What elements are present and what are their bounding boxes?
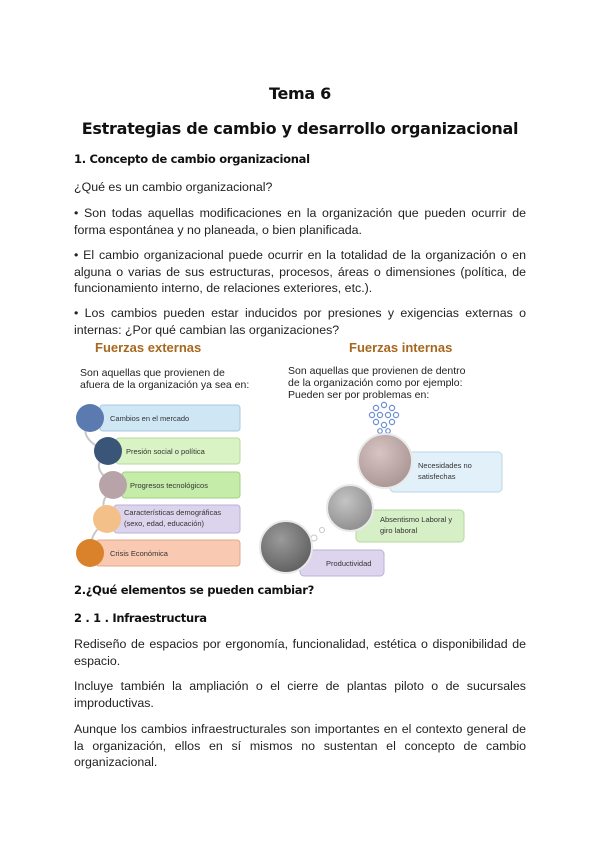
- external-item-1: [76, 404, 240, 432]
- internal-forces-desc-line2: de la organización como por ejemplo:: [288, 377, 463, 389]
- external-item-2: [94, 437, 240, 465]
- document-subtitle: Estrategias de cambio y desarrollo organizacional: [81, 119, 519, 138]
- forces-figure: [0, 330, 600, 580]
- external-forces-desc-line2: afuera de la organización ya sea en:: [80, 379, 250, 391]
- external-item-3: [99, 471, 240, 499]
- svg-text:Absentismo Laboral y: Absentismo Laboral y: [380, 515, 453, 524]
- section2-heading: 2.¿Qué elementos se pueden cambiar?: [74, 583, 314, 597]
- svg-text:Crisis Económica: Crisis Económica: [110, 549, 168, 558]
- internal-forces-title: Fuerzas internas: [349, 340, 453, 355]
- section2-para-2: Incluye también la ampliación o el cierre de plantas piloto o de sucursales improductivas.: [74, 679, 526, 710]
- external-item-4: [93, 505, 240, 533]
- internal-item-2: [327, 485, 464, 542]
- svg-text:Productividad: Productividad: [326, 559, 372, 568]
- svg-text:Presión social o política: Presión social o política: [126, 447, 205, 456]
- svg-text:giro laboral: giro laboral: [380, 526, 418, 535]
- svg-text:Necesidades no: Necesidades no: [418, 461, 472, 470]
- section1-bullet-2: • El cambio organizacional puede ocurrir en la totalidad de la organización o en alguna o varias de sus estructuras, procesos, áreas o dimensiones (política, de funcionamiento interno, de relaciones exteriores, etc.).: [74, 248, 526, 295]
- bubble-dots: [369, 402, 398, 433]
- svg-text:Características demográficas: Características demográficas: [124, 508, 222, 517]
- svg-text:Progresos tecnológicos: Progresos tecnológicos: [130, 481, 208, 490]
- section2-para-1: Rediseño de espacios por ergonomía, funcionalidad, estética o disponibilidad de espacio.: [74, 637, 526, 668]
- section2-subheading: 2 . 1 . Infraestructura: [74, 611, 207, 625]
- svg-text:satisfechas: satisfechas: [418, 472, 456, 481]
- external-forces-desc-line1: Son aquellas que provienen de: [80, 367, 225, 379]
- external-forces-title: Fuerzas externas: [95, 340, 202, 355]
- section1-heading: 1. Concepto de cambio organizacional: [74, 152, 310, 166]
- section2-para-3: Aunque los cambios infraestructurales son importantes en el contexto general de la organización, ellos en sí mismos no sustentan el concepto de cambio organizacional.: [74, 722, 526, 769]
- svg-text:(sexo, edad, educación): (sexo, edad, educación): [124, 519, 205, 528]
- external-item-5: [76, 539, 240, 567]
- section1-question: ¿Qué es un cambio organizacional?: [74, 180, 273, 194]
- section1-bullet-3: • Los cambios pueden estar inducidos por presiones y exigencias externas o internas: ¿Por qué cambian las organizaciones?: [74, 306, 526, 337]
- internal-item-1: [358, 434, 502, 492]
- internal-forces-desc-line3: Pueden ser por problemas en:: [288, 389, 430, 401]
- internal-forces-desc-line1: Son aquellas que provienen de dentro: [288, 365, 466, 377]
- svg-text:Cambios en el mercado: Cambios en el mercado: [110, 414, 190, 423]
- section1-bullet-1: • Son todas aquellas modificaciones en la organización que pueden ocurrir de forma espontánea y no planeada, o bien planificada.: [74, 206, 526, 237]
- document-title: Tema 6: [268, 84, 331, 103]
